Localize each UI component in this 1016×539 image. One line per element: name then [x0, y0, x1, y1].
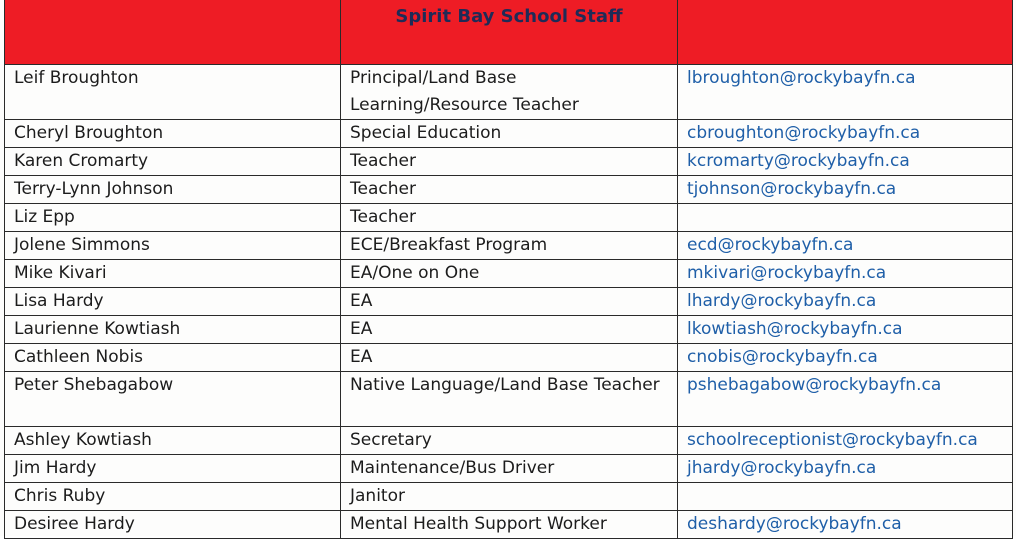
header-cell-empty-right [678, 0, 1013, 65]
staff-email-cell [678, 120, 1013, 148]
table-title: Spirit Bay School Staff [395, 6, 623, 27]
staff-role: EA [341, 344, 678, 372]
staff-email-link[interactable]: mkivari@rockybayfn.ca [687, 263, 887, 283]
staff-role: Native Language/Land Base Teacher [341, 372, 678, 427]
staff-role: Principal/Land Base Learning/Resource Teacher [341, 65, 678, 120]
staff-email-cell [678, 148, 1013, 176]
table-row [5, 483, 1013, 511]
staff-email-link[interactable]: schoolreceptionist@rockybayfn.ca [687, 430, 978, 450]
staff-role: ECE/Breakfast Program [341, 232, 678, 260]
staff-name: Liz Epp [5, 204, 341, 232]
staff-role: Maintenance/Bus Driver [341, 455, 678, 483]
staff-name: Jolene Simmons [5, 232, 341, 260]
staff-email-link[interactable]: deshardy@rockybayfn.ca [687, 514, 902, 534]
staff-email-link[interactable]: ecd@rockybayfn.ca [687, 235, 854, 255]
staff-email-link[interactable]: lkowtiash@rockybayfn.ca [687, 319, 903, 339]
table-row [5, 511, 1013, 539]
table-row [5, 316, 1013, 344]
header-cell-empty-left [5, 0, 341, 65]
staff-table [4, 0, 1013, 539]
staff-email-cell [678, 455, 1013, 483]
staff-role: Teacher [341, 148, 678, 176]
staff-email-cell [678, 316, 1013, 344]
table-row [5, 65, 1013, 120]
staff-role: Secretary [341, 427, 678, 455]
staff-email-cell [678, 176, 1013, 204]
table-row [5, 204, 1013, 232]
staff-email-cell [678, 260, 1013, 288]
staff-role: EA/One on One [341, 260, 678, 288]
staff-email-link[interactable]: tjohnson@rockybayfn.ca [687, 179, 897, 199]
staff-email-cell [678, 483, 1013, 511]
staff-email-cell [678, 288, 1013, 316]
staff-role: Mental Health Support Worker [341, 511, 678, 539]
table-row [5, 176, 1013, 204]
table-row [5, 455, 1013, 483]
table-row [5, 427, 1013, 455]
staff-role: EA [341, 288, 678, 316]
staff-name: Chris Ruby [5, 483, 341, 511]
staff-email-cell [678, 511, 1013, 539]
staff-name: Mike Kivari [5, 260, 341, 288]
staff-role: Special Education [341, 120, 678, 148]
staff-email-cell [678, 232, 1013, 260]
staff-email-cell [678, 344, 1013, 372]
staff-role: Teacher [341, 176, 678, 204]
staff-email-link[interactable]: kcromarty@rockybayfn.ca [687, 151, 910, 171]
table-row [5, 232, 1013, 260]
table-row [5, 344, 1013, 372]
staff-email-link[interactable]: cbroughton@rockybayfn.ca [687, 123, 921, 143]
staff-name: Ashley Kowtiash [5, 427, 341, 455]
staff-name: Karen Cromarty [5, 148, 341, 176]
staff-name: Cheryl Broughton [5, 120, 341, 148]
staff-name: Peter Shebagabow [5, 372, 341, 427]
staff-email-link[interactable]: lbroughton@rockybayfn.ca [687, 68, 916, 88]
table-row [5, 260, 1013, 288]
staff-email-cell [678, 427, 1013, 455]
staff-email-link[interactable]: pshebagabow@rockybayfn.ca [687, 375, 942, 395]
staff-role: Teacher [341, 204, 678, 232]
staff-email-link[interactable]: cnobis@rockybayfn.ca [687, 347, 878, 367]
staff-email-cell [678, 372, 1013, 427]
staff-name: Desiree Hardy [5, 511, 341, 539]
staff-role: EA [341, 316, 678, 344]
table-header-row [5, 0, 1013, 65]
table-row [5, 148, 1013, 176]
table-row [5, 372, 1013, 427]
table-row [5, 288, 1013, 316]
staff-email-cell [678, 65, 1013, 120]
staff-email-link[interactable]: lhardy@rockybayfn.ca [687, 291, 877, 311]
staff-role: Janitor [341, 483, 678, 511]
staff-email-link[interactable]: jhardy@rockybayfn.ca [687, 458, 877, 478]
staff-name: Jim Hardy [5, 455, 341, 483]
staff-email-cell [678, 204, 1013, 232]
table-row [5, 120, 1013, 148]
staff-name: Leif Broughton [5, 65, 341, 120]
header-cell-title [341, 0, 678, 65]
staff-name: Laurienne Kowtiash [5, 316, 341, 344]
staff-name: Lisa Hardy [5, 288, 341, 316]
staff-name: Cathleen Nobis [5, 344, 341, 372]
staff-name: Terry-Lynn Johnson [5, 176, 341, 204]
